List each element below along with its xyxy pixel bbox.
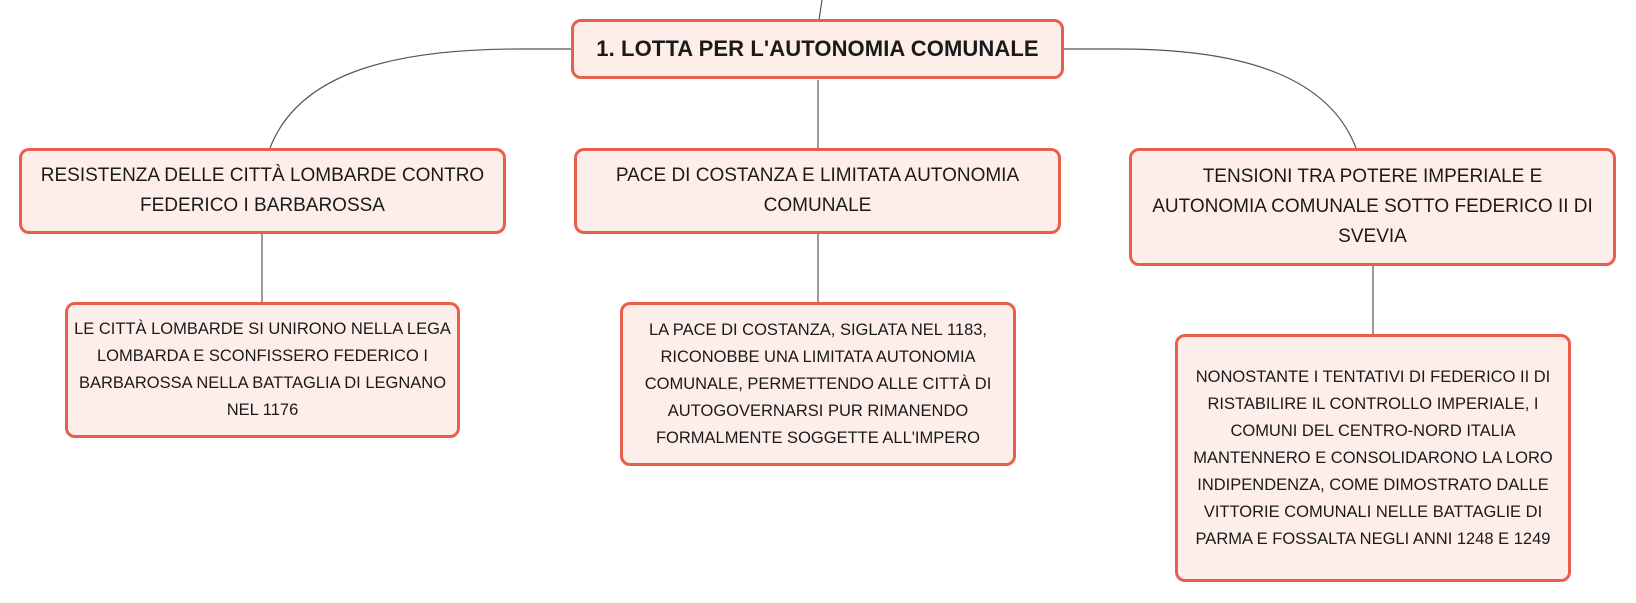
detail-topic-1[interactable] [65, 302, 460, 438]
branch-topic-3[interactable] [1129, 148, 1616, 266]
connector-root-to-branch-1 [270, 49, 572, 148]
branch-topic-1-label: RESISTENZA DELLE CITTÀ LOMBARDE CONTRO FEDERICO I BARBAROSSA [40, 165, 485, 216]
detail-topic-3[interactable] [1175, 334, 1571, 582]
detail-topic-2-label: LA PACE DI COSTANZA, SIGLATA NEL 1183, RICONOBBE UNA LIMITATA AUTONOMIA COMUNALE, PERMETTENDO ALLE CITTÀ DI AUTOGOVERNARSI PUR RIMANENDO FORMALMENTE SOGGETTE ALL'IMPERO [644, 320, 992, 447]
detail-topic-2[interactable] [620, 302, 1016, 466]
connector-root-to-branch-3 [1064, 49, 1356, 148]
branch-topic-2[interactable] [574, 148, 1061, 234]
connector-parent-to-root [819, 0, 822, 20]
branch-topic-2-label: PACE DI COSTANZA E LIMITATA AUTONOMIA COMUNALE [615, 165, 1020, 216]
branch-topic-3-label: TENSIONI TRA POTERE IMPERIALE E AUTONOMIA COMUNALE SOTTO FEDERICO II DI SVEVIA [1152, 166, 1593, 247]
detail-topic-3-label: NONOSTANTE I TENTATIVI DI FEDERICO II DI RISTABILIRE IL CONTROLLO IMPERIALE, I COMUNI DEL CENTRO-NORD ITALIA MANTENNERO E CONSOLIDARONO LA LORO INDIPENDENZA, COME DIMOSTRATO DALLE VITTORIE COMUNALI NELLE BATTAGLIE DI PARMA E FOSSALTA NEGLI ANNI 1248 E 1249 [1193, 367, 1553, 548]
detail-topic-1-label: LE CITTÀ LOMBARDE SI UNIRONO NELLA LEGA LOMBARDA E SCONFISSERO FEDERICO I BARBAROSSA NELLA BATTAGLIA DI LEGNANO NEL 1176 [74, 320, 451, 419]
branch-topic-1[interactable] [19, 148, 506, 234]
root-topic[interactable] [571, 19, 1064, 79]
root-topic-label: 1. LOTTA PER L'AUTONOMIA COMUNALE [596, 36, 1039, 61]
